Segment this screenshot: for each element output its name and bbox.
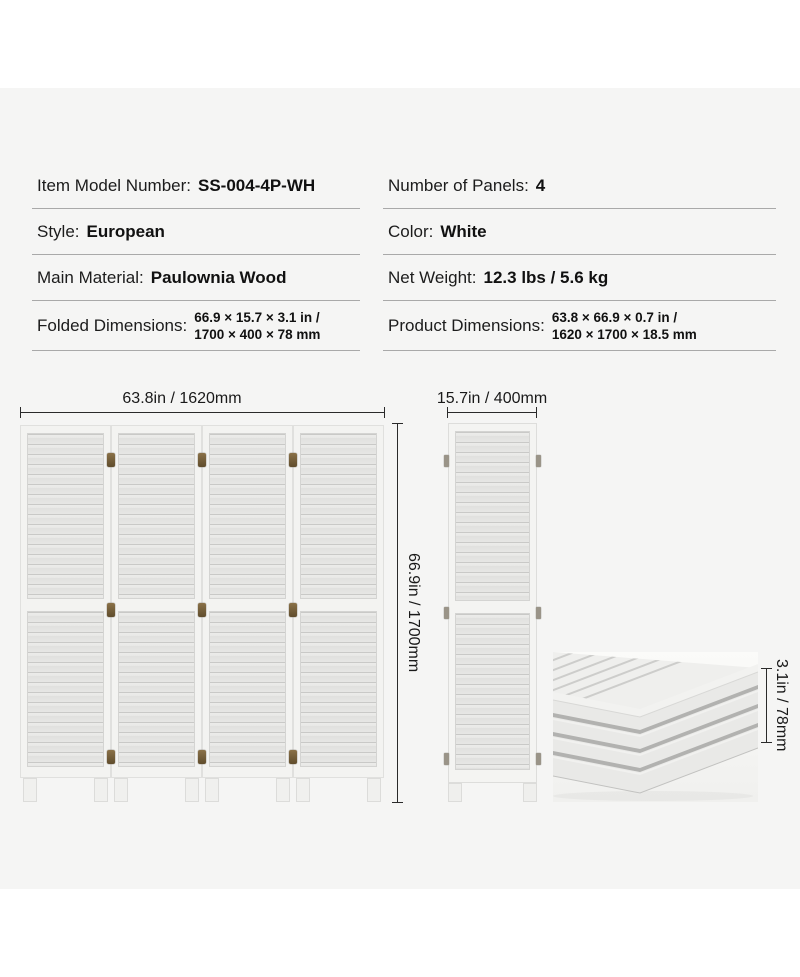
folded-width-dimension-label: 15.7in / 400mm — [436, 390, 548, 407]
folded-view-diagram — [448, 423, 537, 802]
spec-value: 12.3 lbs / 5.6 kg — [483, 267, 609, 287]
spec-label: Style: — [37, 221, 80, 241]
spec-label: Number of Panels: — [388, 175, 529, 195]
spec-row-product-dimensions — [383, 301, 776, 351]
overall-height-dimension-line — [397, 423, 398, 803]
hinge — [536, 753, 541, 765]
hinge — [289, 453, 297, 467]
hinge — [107, 750, 115, 764]
spec-value-line2: 1700 × 400 × 78 mm — [194, 326, 321, 342]
panel-body — [293, 425, 384, 778]
panel-body — [202, 425, 293, 778]
spec-label: Item Model Number: — [37, 175, 191, 195]
spec-table-right — [383, 163, 776, 351]
panel-leg — [367, 778, 381, 802]
spec-value-line2: 1620 × 1700 × 18.5 mm — [551, 326, 697, 342]
divider-panel — [202, 425, 293, 802]
louver-section-lower — [118, 611, 195, 767]
hinge — [444, 455, 449, 467]
hinge — [536, 607, 541, 619]
hinge — [444, 607, 449, 619]
hinge — [198, 603, 206, 617]
panel-leg — [205, 778, 219, 802]
spec-value-line1: 63.8 × 66.9 × 0.7 in / — [551, 309, 678, 325]
corner-detail-photo — [553, 652, 758, 802]
folded-width-dimension-line — [447, 412, 537, 413]
panel-mid-rail — [27, 599, 104, 611]
dimension-tick — [20, 407, 21, 418]
spec-value: White — [440, 221, 487, 241]
louver-section-lower — [455, 613, 530, 770]
spec-row-model-number — [32, 163, 360, 209]
panel-mid-rail — [209, 599, 286, 611]
panel-leg — [94, 778, 108, 802]
spec-label: Net Weight: — [388, 267, 477, 287]
spec-value: SS-004-4P-WH — [198, 175, 316, 195]
louver-section-upper — [209, 433, 286, 599]
louver-section-upper — [300, 433, 377, 599]
hinge — [536, 455, 541, 467]
panel-leg — [523, 783, 537, 802]
spec-row-style — [32, 209, 360, 255]
dimension-tick — [384, 407, 385, 418]
spec-row-material — [32, 255, 360, 301]
spec-label: Main Material: — [37, 267, 144, 287]
panel-body — [20, 425, 111, 778]
spec-table-left — [32, 163, 360, 351]
spec-row-folded-dimensions — [32, 301, 360, 351]
overall-width-dimension-line — [20, 412, 385, 413]
panel-leg — [114, 778, 128, 802]
hinge — [107, 603, 115, 617]
spec-value — [194, 309, 320, 343]
overall-width-dimension-label: 63.8in / 1620mm — [122, 390, 242, 407]
thickness-dimension-line — [766, 668, 767, 743]
spec-row-panels — [383, 163, 776, 209]
divider-panel — [20, 425, 111, 802]
divider-panel — [111, 425, 202, 802]
hinge — [444, 753, 449, 765]
hinge — [289, 603, 297, 617]
hinge — [198, 750, 206, 764]
folded-panel-body — [448, 423, 537, 783]
louver-section-upper — [118, 433, 195, 599]
spec-label: Folded Dimensions: — [37, 315, 188, 335]
divider-panel — [293, 425, 384, 802]
dimension-tick — [447, 407, 448, 418]
louver-section-lower — [209, 611, 286, 767]
thickness-dimension-label: 3.1in / 78mm — [773, 658, 790, 752]
panel-leg — [185, 778, 199, 802]
panel-mid-rail — [300, 599, 377, 611]
panel-leg — [23, 778, 37, 802]
panel-leg — [296, 778, 310, 802]
hinge — [289, 750, 297, 764]
spec-label: Product Dimensions: — [388, 315, 545, 335]
louver-section-lower — [300, 611, 377, 767]
panel-leg — [276, 778, 290, 802]
spec-label: Color: — [388, 221, 434, 241]
front-view-diagram — [20, 425, 384, 802]
panel-mid-rail — [455, 601, 530, 613]
spec-value: Paulownia Wood — [150, 267, 287, 287]
spec-value: European — [86, 221, 165, 241]
hinge — [107, 453, 115, 467]
dimension-tick — [536, 407, 537, 418]
stacked-panels-corner-illustration — [553, 652, 758, 802]
panel-mid-rail — [118, 599, 195, 611]
hinge — [198, 453, 206, 467]
panel-leg — [448, 783, 462, 802]
panel-body — [111, 425, 202, 778]
spec-value-line1: 66.9 × 15.7 × 3.1 in / — [194, 309, 320, 325]
overall-height-dimension-label: 66.9in / 1700mm — [405, 553, 422, 673]
louver-section-upper — [27, 433, 104, 599]
spec-value — [552, 309, 697, 343]
louver-section-upper — [455, 431, 530, 601]
spec-row-color — [383, 209, 776, 255]
spec-row-weight — [383, 255, 776, 301]
spec-value: 4 — [535, 175, 546, 195]
louver-section-lower — [27, 611, 104, 767]
